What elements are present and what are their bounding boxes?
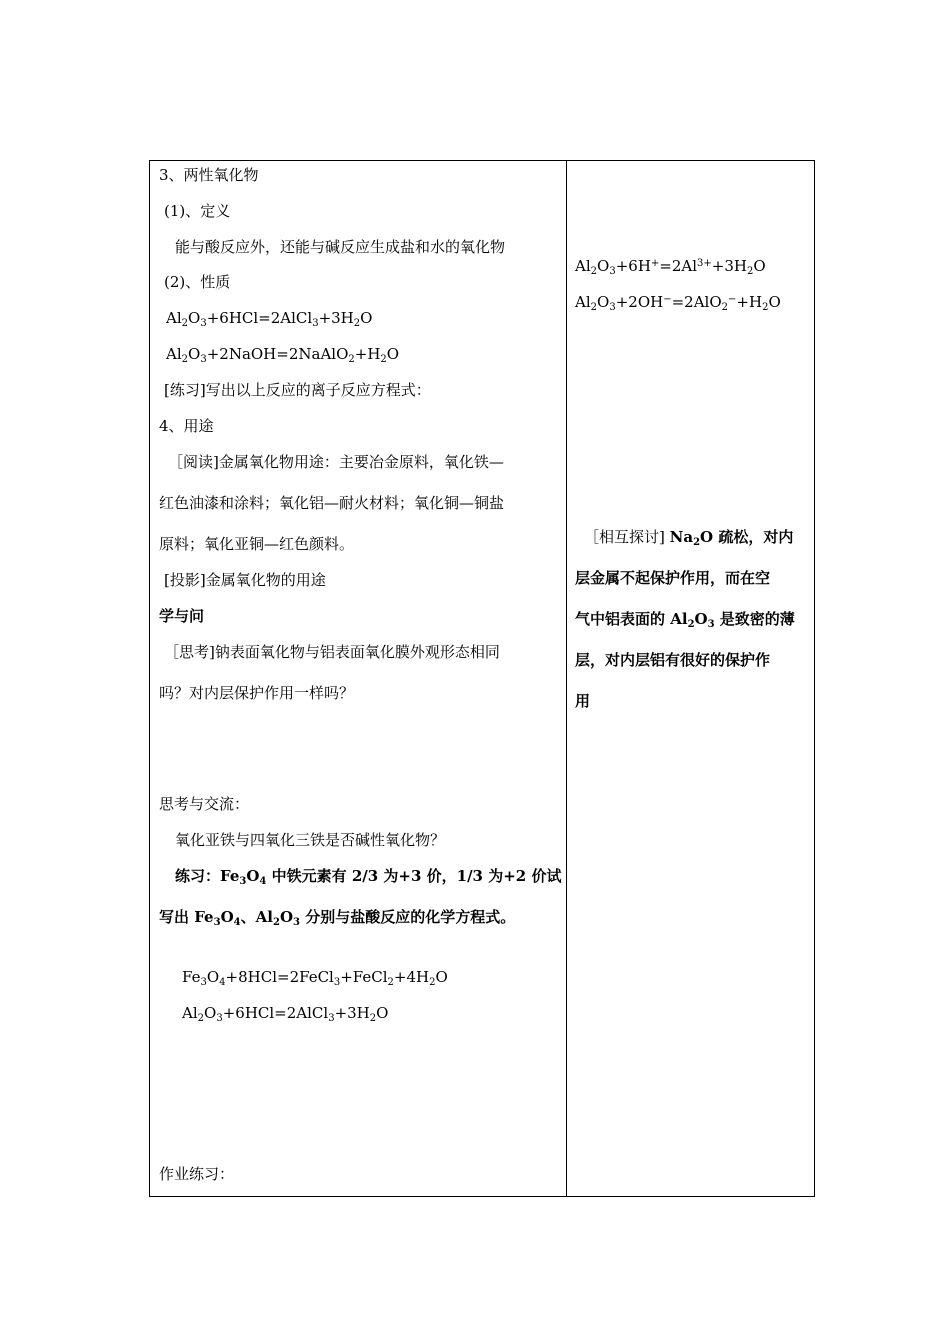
definition-heading: (1)、定义 bbox=[164, 202, 231, 220]
reading-line-2: 红色油漆和涂料；氧化铝—耐火材料；氧化铜—铜盐 bbox=[159, 494, 505, 512]
discussion-line-4: 层，对内层铝有很好的保护作 bbox=[575, 651, 771, 669]
section-3-heading: 3、两性氧化物 bbox=[159, 166, 259, 184]
discussion-line-5: 用 bbox=[575, 692, 591, 710]
lesson-table bbox=[149, 160, 815, 1197]
exchange-question: 氧化亚铁与四氧化三铁是否碱性氧化物？ bbox=[175, 831, 446, 849]
section-4-heading: 4、用途 bbox=[159, 417, 214, 435]
discussion-line-3: 气中铝表面的 $Al_2O_3$ 是致密的薄 bbox=[575, 610, 795, 630]
property-heading: (2)、性质 bbox=[164, 273, 231, 291]
think-line-2: 吗？对内层保护作用一样吗？ bbox=[159, 684, 355, 702]
column-divider bbox=[566, 161, 567, 1196]
equation-al2o3-naoh: $Al_2O_3+2NaOH=2NaAlO_2+H_2O$ bbox=[166, 345, 400, 365]
think-line-1: ［思考]钠表面氧化物与铝表面氧化膜外观形态相同 bbox=[164, 643, 500, 661]
practice-ionic-equation: [练习]写出以上反应的离子反应方程式： bbox=[164, 381, 431, 399]
think-exchange-heading: 思考与交流： bbox=[159, 795, 250, 813]
discussion-line-1: ［相互探讨] $Na_2O$ 疏松，对内 bbox=[584, 528, 794, 548]
projection-text: [投影]金属氧化物的用途 bbox=[164, 571, 326, 589]
discussion-line-2: 层金属不起保护作用，而在空 bbox=[575, 569, 771, 587]
exercise-line-2: 写出 $Fe_3O_4$、$Al_2O_3$ 分别与盐酸反应的化学方程式。 bbox=[159, 908, 516, 928]
equation-fe3o4-hcl: $Fe_3O_4+8HCl=2FeCl_3+FeCl_2+4H_2O$ bbox=[182, 968, 448, 988]
definition-text: 能与酸反应外，还能与碱反应生成盐和水的氧化物 bbox=[175, 238, 506, 256]
ionic-equation-base: $Al_2O_3+2OH^-=2AlO_2^-+H_2O$ bbox=[575, 293, 781, 313]
reading-line-3: 原料；氧化亚铜—红色颜料。 bbox=[159, 535, 355, 553]
homework-heading: 作业练习： bbox=[159, 1165, 235, 1183]
equation-al2o3-hcl-2: $Al_2O_3+6HCl=2AlCl_3+3H_2O$ bbox=[182, 1004, 389, 1024]
learn-and-ask-heading: 学与问 bbox=[159, 607, 205, 625]
reading-line-1: ［阅读]金属氧化物用途：主要冶金原料，氧化铁— bbox=[168, 453, 504, 471]
equation-al2o3-hcl: $Al_2O_3+6HCl=2AlCl_3+3H_2O$ bbox=[166, 309, 373, 329]
ionic-equation-acid: $Al_2O_3+6H^+=2Al^{3+}+3H_2O$ bbox=[575, 257, 766, 277]
exercise-line-1: 练习：$Fe_3O_4$ 中铁元素有 2/3 为+3 价，1/3 为+2 价试 bbox=[175, 867, 562, 887]
